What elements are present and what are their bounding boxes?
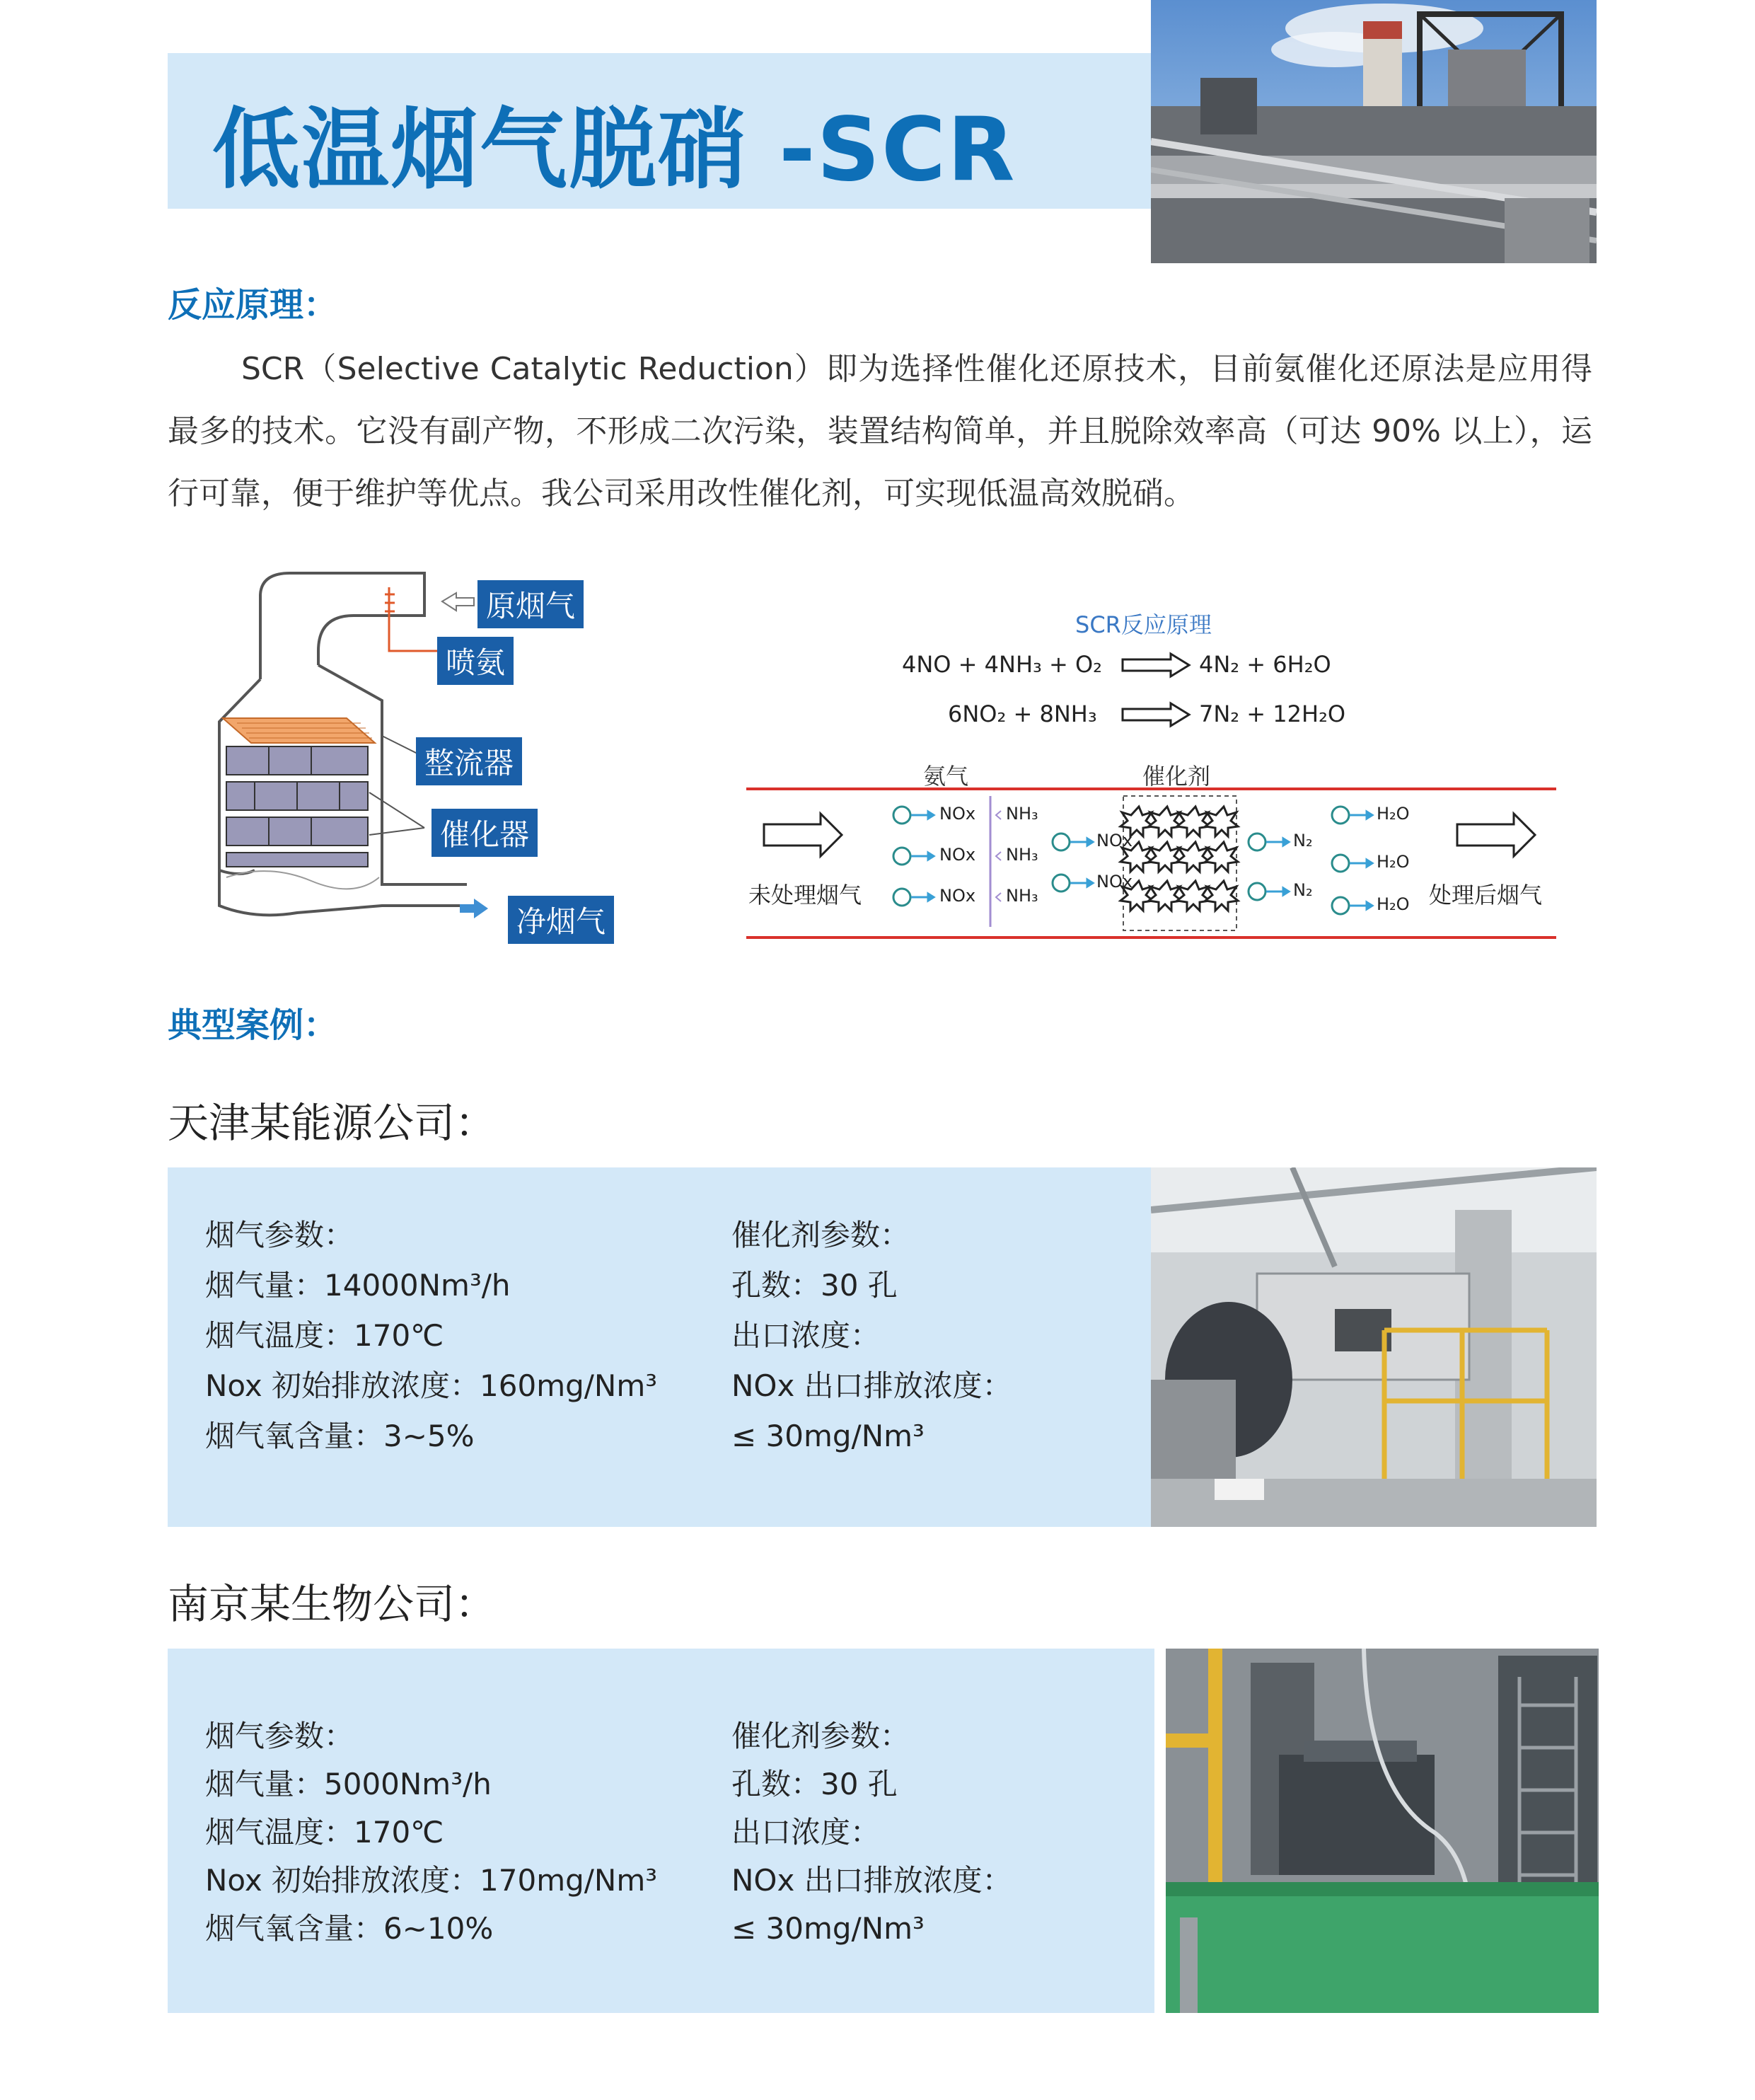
case-1-nox-outlet: NOx 出口排放浓度： xyxy=(731,1368,1012,1403)
case-1-photo xyxy=(1151,1167,1597,1527)
n2-2: N₂ xyxy=(1293,880,1313,900)
case-1-holes: 孔数：30 孔 xyxy=(731,1268,898,1303)
case-1-oxygen: 烟气氧含量：3~5% xyxy=(205,1419,475,1453)
header-photo xyxy=(1151,0,1597,263)
reaction-diagram xyxy=(743,594,1563,948)
label-catalyst: 催化器 xyxy=(431,809,538,857)
cases-heading: 典型案例： xyxy=(168,1005,338,1045)
nh3-1: NH₃ xyxy=(1006,804,1038,824)
label-clean-gas: 净烟气 xyxy=(508,896,614,944)
case-2-holes: 孔数：30 孔 xyxy=(731,1767,898,1801)
nox-4: NOx xyxy=(1096,831,1133,850)
case-2-nox-outlet-value: ≤ 30mg/Nm³ xyxy=(731,1911,925,1946)
h2o-3: H₂O xyxy=(1377,894,1410,914)
ammonia-label: 氨气 xyxy=(923,763,969,790)
case-2-nox-initial: Nox 初始排放浓度：170mg/Nm³ xyxy=(205,1863,658,1898)
equation-2-right: 7N₂ + 12H₂O xyxy=(1199,700,1346,727)
h2o-1: H₂O xyxy=(1377,804,1410,824)
page-title: 低温烟气脱硝 -SCR xyxy=(212,99,1016,201)
case-2-gas-header: 烟气参数： xyxy=(205,1719,354,1753)
case-1-outlet-conc: 出口浓度： xyxy=(731,1318,881,1353)
equation-1-left: 4NO + 4NH₃ + O₂ xyxy=(902,651,1102,678)
inlet-label: 未处理烟气 xyxy=(748,882,862,908)
principle-paragraph: SCR（Selective Catalytic Reduction）即为选择性催化还原技术，目前氨催化还原法是应用得最多的技术。它没有副产物，不形成二次污染，装置结构简单，并且脱除效率高（可达 90% 以上），运行可靠，便于维护等优点。我公司采用改性催化剂，可实现低温高效脱硝。 xyxy=(168,351,1592,512)
catalyst-label: 催化剂 xyxy=(1142,763,1211,790)
nox-2: NOx xyxy=(939,845,976,865)
label-raw-gas: 原烟气 xyxy=(477,580,584,628)
equation-2-left: 6NO₂ + 8NH₃ xyxy=(948,700,1097,727)
nox-1: NOx xyxy=(939,804,976,824)
case-1-gas-temp: 烟气温度：170℃ xyxy=(205,1318,444,1353)
equation-1-arrow-icon xyxy=(1121,651,1192,679)
case-2-gas-volume: 烟气量：5000Nm³/h xyxy=(205,1767,492,1801)
case-1-nox-initial: Nox 初始排放浓度：160mg/Nm³ xyxy=(205,1368,658,1403)
case-2-cat-header: 催化剂参数： xyxy=(731,1719,910,1753)
case-1-gas-header: 烟气参数： xyxy=(205,1218,354,1252)
case-2-photo xyxy=(1166,1649,1599,2013)
nh3-2: NH₃ xyxy=(1006,845,1038,865)
nox-3: NOx xyxy=(939,886,976,906)
label-ammonia: 喷氨 xyxy=(437,637,514,685)
equation-2-arrow-icon xyxy=(1121,700,1192,729)
flow-channel xyxy=(743,785,1563,948)
case-2-gas-temp: 烟气温度：170℃ xyxy=(205,1815,444,1850)
case-1-gas-volume: 烟气量：14000Nm³/h xyxy=(205,1268,511,1303)
principle-heading: 反应原理： xyxy=(168,285,338,325)
outlet-label: 处理后烟气 xyxy=(1429,882,1543,908)
nh3-3: NH₃ xyxy=(1006,886,1038,906)
case-2-title: 南京某生物公司： xyxy=(168,1580,497,1628)
reactor-diagram xyxy=(212,566,622,948)
label-rectifier: 整流器 xyxy=(416,737,522,785)
reaction-title: SCR反应原理 xyxy=(1075,611,1212,638)
case-1-cat-header: 催化剂参数： xyxy=(731,1218,910,1252)
h2o-2: H₂O xyxy=(1377,852,1410,872)
case-2-oxygen: 烟气氧含量：6~10% xyxy=(205,1911,494,1946)
nox-5: NOx xyxy=(1096,872,1133,892)
case-1-nox-outlet-value: ≤ 30mg/Nm³ xyxy=(731,1419,925,1453)
case-2-nox-outlet: NOx 出口排放浓度： xyxy=(731,1863,1012,1898)
case-1-title: 天津某能源公司： xyxy=(168,1099,497,1147)
case-2-outlet-conc: 出口浓度： xyxy=(731,1815,881,1850)
equation-1-right: 4N₂ + 6H₂O xyxy=(1199,651,1331,678)
n2-1: N₂ xyxy=(1293,831,1313,850)
